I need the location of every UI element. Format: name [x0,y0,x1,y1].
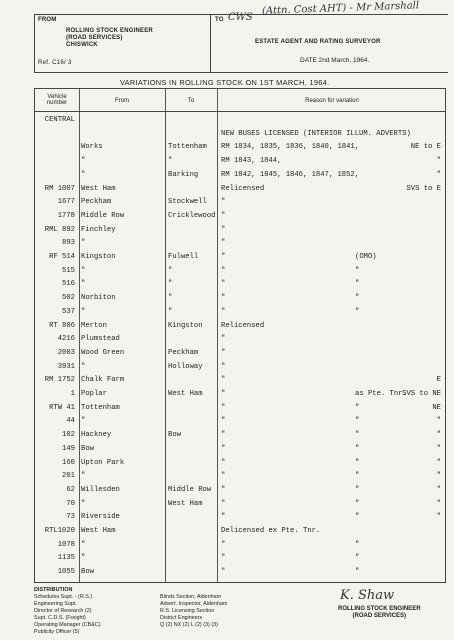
to-cell: West Ham [168,499,203,508]
vehicle-number-cell: 1078 [57,540,75,549]
vehicle-number-cell: 1 [70,390,75,398]
from-cell: " [81,554,86,563]
to-cell: Tottenham [168,143,207,152]
route-code-cell: " [436,170,441,179]
vehicle-number-cell: RTL1020 [44,527,75,535]
reason-detail-cell: " [355,554,360,563]
from-cell: " [81,266,86,275]
from-cell: Peckham [81,198,112,207]
distribution-item: Blinds Section, Aldenham [160,594,222,600]
route-code-cell: " [436,513,441,522]
header-left-border [34,14,35,72]
vehicle-number-cell: RT 806 [49,321,75,330]
reason-detail-cell: " [355,513,360,522]
from-cell: " [81,307,86,316]
vehicle-number-cell: 201 [62,472,75,481]
vehicle-number-cell: 44 [66,417,75,426]
distribution-item: Q (2) NX (2) L (2) (3) (3) [160,622,218,628]
route-code-cell: " [436,458,441,467]
reason-detail-cell: " [355,540,360,549]
distribution-item: Engineering Supt. [34,601,77,607]
route-code-cell: " [436,499,441,508]
col-header-to: To [187,98,195,104]
table-header-rule [35,111,445,112]
reason-detail-cell: " [355,499,360,508]
from-cell: " [81,362,86,371]
vehicle-number-cell: RM 1752 [44,376,75,385]
from-cell: Merton [81,321,107,330]
distribution-item: Supt. C.D.S. (Freight) [34,615,86,621]
reason-cell: " [221,554,226,563]
reason-cell: Relicensed [221,321,265,330]
from-cell: Middle Row [81,211,125,220]
route-code-cell: " [436,485,441,494]
reason-detail-cell: " [355,485,360,494]
reason-cell: " [221,239,226,248]
vehicle-number-cell: 1677 [57,198,75,207]
to-cell: " [168,280,173,289]
to-cell: Barking [168,170,199,179]
reason-cell: " [221,362,226,371]
signatory-line: ROLLING STOCK ENGINEER [338,606,421,612]
from-cell: Wood Green [81,348,125,357]
distribution-left [34,587,101,636]
to-cell: Peckham [168,348,199,357]
from-cell: " [81,239,86,248]
route-code-cell: SVS to E [406,184,441,193]
reason-cell: RM 1842, 1845, 1846, 1847, 1852, [221,170,360,179]
document-date: DATE 2nd March, 1964. [300,57,370,64]
header-bottom-rule [34,72,448,73]
distribution-item: R.S. Licensing Section [160,608,215,614]
from-cell: " [81,472,86,481]
from-cell: Chalk Farm [81,376,125,385]
route-code-cell: " [436,417,441,426]
header-divider [210,14,211,72]
from-line-3: CHISWICK [66,42,98,48]
from-line-1: ROLLING STOCK ENGINEER [66,28,153,34]
vehicle-number-cell: 3931 [57,362,75,371]
to-cell: " [168,294,173,303]
table-row [35,565,445,580]
from-label: FROM [38,17,57,23]
to-cell: Fulwell [168,253,199,261]
route-code-cell: " [436,444,441,453]
from-cell: Riverside [81,513,120,522]
vehicle-number-cell: 2003 [57,348,75,357]
vehicle-number-cell: 149 [62,444,75,453]
vehicle-number-cell: 73 [66,513,75,522]
vehicle-number-cell: 1135 [57,554,75,563]
reason-detail-cell: " [355,266,360,275]
to-cell: " [168,157,173,166]
col-header-vehicle: Vehicle number [46,94,68,106]
to-cell: Middle Row [168,485,212,494]
reason-detail-cell: (OMO) [355,253,377,261]
reason-cell: " [221,307,226,316]
page-title: VARIATIONS IN ROLLING STOCK ON 1ST MARCH, 1964. [120,78,330,87]
route-code-cell: " [436,472,441,481]
vehicle-number-cell: RF 514 [49,253,75,261]
reason-cell: " [221,417,226,426]
reason-cell: " [221,444,226,453]
to-cell: Kingston [168,321,203,330]
reason-cell: " [221,568,226,577]
reason-detail-cell: " [355,431,360,440]
signature: K. Shaw [340,588,395,603]
vehicle-number-cell: 502 [62,294,75,303]
to-label: TO [215,17,224,23]
reason-detail-cell: " [355,294,360,303]
from-cell: " [81,499,86,508]
reason-cell: " [221,211,226,220]
reason-detail-cell: " [355,403,360,412]
distribution-item: District Engineers [160,615,203,621]
route-code-cell: NE [432,403,441,412]
signatory-line: (ROAD SERVICES) [352,613,407,619]
from-cell: Kingston [81,253,116,261]
from-cell: " [81,170,86,179]
reason-cell: " [221,390,226,398]
reason-detail-cell: as Pte. Tnr. [355,390,407,398]
vehicle-number-cell: RML 892 [44,225,75,234]
reason-cell: " [221,294,226,303]
variations-table [34,88,446,583]
to-cell: West Ham [168,390,203,398]
vehicle-number-cell: 160 [62,458,75,467]
reason-cell: Delicensed ex Pte. Tnr. [221,527,321,535]
from-cell: West Ham [81,527,116,535]
distribution-item: Advert. Inspector, Aldenham [160,601,228,607]
to-handwritten: CWS [228,12,253,23]
from-cell: Finchley [81,225,116,234]
vehicle-number-cell: 516 [62,280,75,289]
reason-cell: NEW BUSES LICENSED (INTERIOR ILLUM. ADVERTS) [221,129,411,138]
reason-cell: RM 1834, 1835, 1836, 1840, 1841, [221,143,360,152]
to-cell: Holloway [168,362,203,371]
from-cell: Norbiton [81,294,116,303]
distribution-mid [160,594,227,629]
route-code-cell: " [436,431,441,440]
reason-cell: " [221,540,226,549]
reason-detail-cell: " [355,307,360,316]
vehicle-number-cell: 893 [62,239,75,248]
col-header-from: From [115,98,129,104]
reason-cell: " [221,376,226,385]
from-cell: " [81,417,86,426]
from-cell: Poplar [81,390,107,398]
route-code-cell: NE to E [410,143,441,152]
route-code-cell: SVS to NE [402,390,441,398]
reason-cell: " [221,513,226,522]
vehicle-number-cell: 1778 [57,211,75,220]
vehicle-number-cell: 102 [62,431,75,440]
from-cell: " [81,540,86,549]
distribution-item: Director of Research (2) [34,608,92,614]
col-header-reason: Reason for variation [305,98,359,104]
vehicle-number-cell: 1055 [57,568,75,577]
reason-cell: " [221,431,226,440]
from-cell: Bow [81,568,94,577]
vehicle-number-cell: RTW 41 [49,403,75,412]
from-cell: Willesden [81,485,120,494]
reason-detail-cell: " [355,568,360,577]
reference: Ref. C16/ 3 [38,59,72,66]
from-line-2: (ROAD SERVICES) [66,35,123,41]
reason-detail-cell: " [355,417,360,426]
reason-detail-cell: " [355,444,360,453]
reason-cell: " [221,280,226,289]
distribution-item: Schedules Supt. - (R.S.) [34,594,93,600]
vehicle-number-cell: 515 [62,266,75,275]
to-line: ESTATE AGENT AND RATING SURVEYOR [255,39,381,45]
reason-cell: " [221,348,226,357]
vehicle-number-cell: 62 [66,485,75,494]
from-cell: Bow [81,444,94,453]
to-cell: Cricklewood [168,211,216,220]
reason-cell: " [221,458,226,467]
reason-cell: " [221,253,226,261]
distribution-heading: DISTRIBUTION [34,587,73,593]
reason-cell: " [221,499,226,508]
from-cell: Tottenham [81,403,120,412]
reason-cell: " [221,403,226,412]
from-cell: Plumstead [81,335,120,344]
to-cell: Bow [168,431,181,440]
from-cell: Upton Park [81,458,125,467]
reason-detail-cell: " [355,472,360,481]
vehicle-number-cell: 70 [66,499,75,508]
distribution-item: Publicity Officer (5) [34,629,80,635]
from-cell: West Ham [81,184,116,193]
reason-detail-cell: " [355,458,360,467]
reason-detail-cell: " [355,280,360,289]
to-cell: " [168,307,173,316]
reason-cell: RM 1843, 1844, [221,157,282,166]
to-cell: " [168,266,173,275]
to-cell: Stockwell [168,198,207,207]
vehicle-number-cell: 4216 [57,335,75,344]
reason-cell: " [221,485,226,494]
vehicle-number-cell: 537 [62,307,75,316]
from-cell: Hackney [81,431,112,440]
reason-cell: Relicensed [221,184,265,193]
from-cell: Works [81,143,103,152]
from-cell: " [81,157,86,166]
route-code-cell: " [436,157,441,166]
reason-cell: " [221,266,226,275]
reason-cell: " [221,225,226,234]
vehicle-number-cell: CENTRAL [44,116,75,124]
handwritten-attention: (Attn. Cost AHT) - Mr Marshall [261,0,420,17]
reason-cell: " [221,335,226,344]
from-cell: " [81,280,86,289]
reason-cell: " [221,472,226,481]
vehicle-number-cell: RM 1007 [44,184,75,193]
signatory-title [338,606,421,620]
reason-cell: " [221,198,226,207]
distribution-item: Operating Manager (CB&C) [34,622,101,628]
route-code-cell: E [436,376,441,385]
